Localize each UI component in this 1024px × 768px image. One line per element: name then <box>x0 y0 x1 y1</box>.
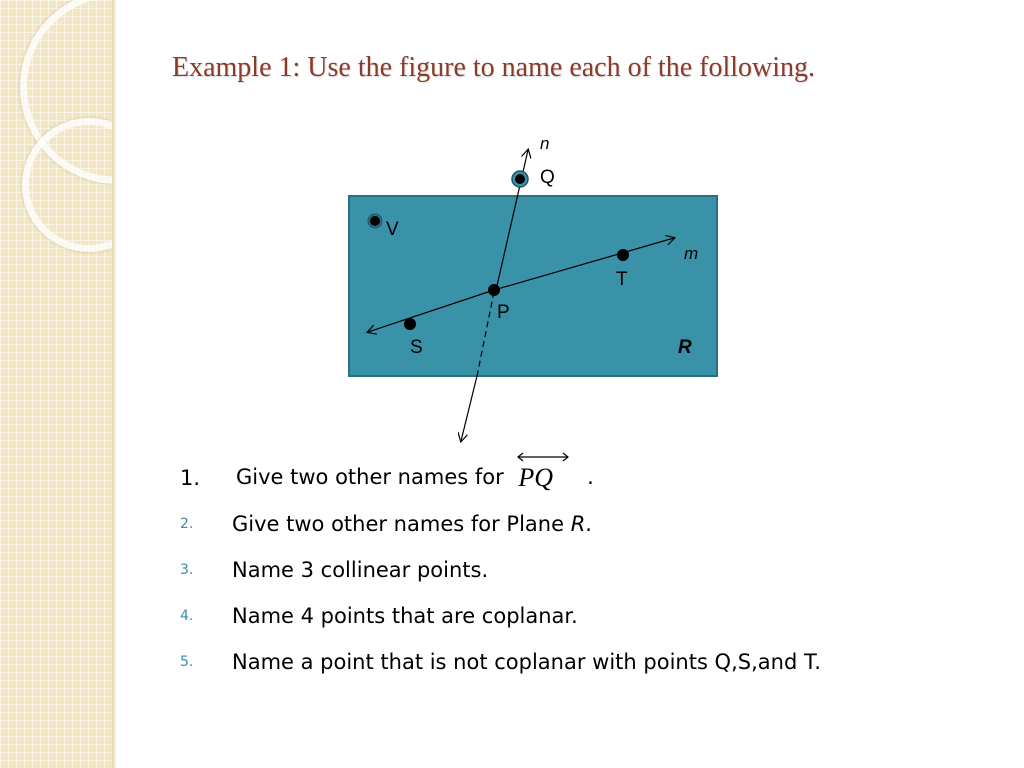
line-n-bottom <box>461 376 477 441</box>
label-point-s: S <box>410 337 423 358</box>
plane-name: R <box>570 512 586 536</box>
notation-pq: PQ <box>518 463 554 492</box>
label-line-m: m <box>684 244 699 263</box>
question-text-main: Give two other names for Plane <box>232 512 571 536</box>
point-t <box>617 249 629 261</box>
question-number: 4. <box>180 608 194 624</box>
point-s <box>404 318 416 330</box>
question-text-before: Give two other names for <box>236 465 504 489</box>
question-text-after: . <box>587 465 594 489</box>
label-plane-r: R <box>678 337 692 358</box>
question-text: Name 4 points that are coplanar. <box>232 604 578 628</box>
question-text: Name a point that is not coplanar with points Q,S,and T. <box>232 650 821 674</box>
question-text <box>232 512 592 536</box>
question-number: 3. <box>180 562 194 578</box>
slide-title: Example 1: Use the figure to name each of the following. <box>172 52 816 83</box>
line-pq-notation <box>514 463 574 493</box>
question-text <box>236 463 594 493</box>
point-q <box>512 171 528 187</box>
plane-r <box>349 196 717 376</box>
label-point-t: T <box>616 269 628 290</box>
question-text: Name 3 collinear points. <box>232 558 489 582</box>
question-number: 1. <box>180 466 201 490</box>
label-point-q: Q <box>540 167 555 188</box>
label-point-p: P <box>497 302 510 323</box>
label-line-n: n <box>540 134 550 153</box>
question-number: 2. <box>180 516 194 532</box>
point-v <box>368 214 382 228</box>
point-p <box>488 284 500 296</box>
label-point-v: V <box>386 219 399 240</box>
question-text-after: . <box>585 512 592 536</box>
question-number: 5. <box>180 654 194 670</box>
